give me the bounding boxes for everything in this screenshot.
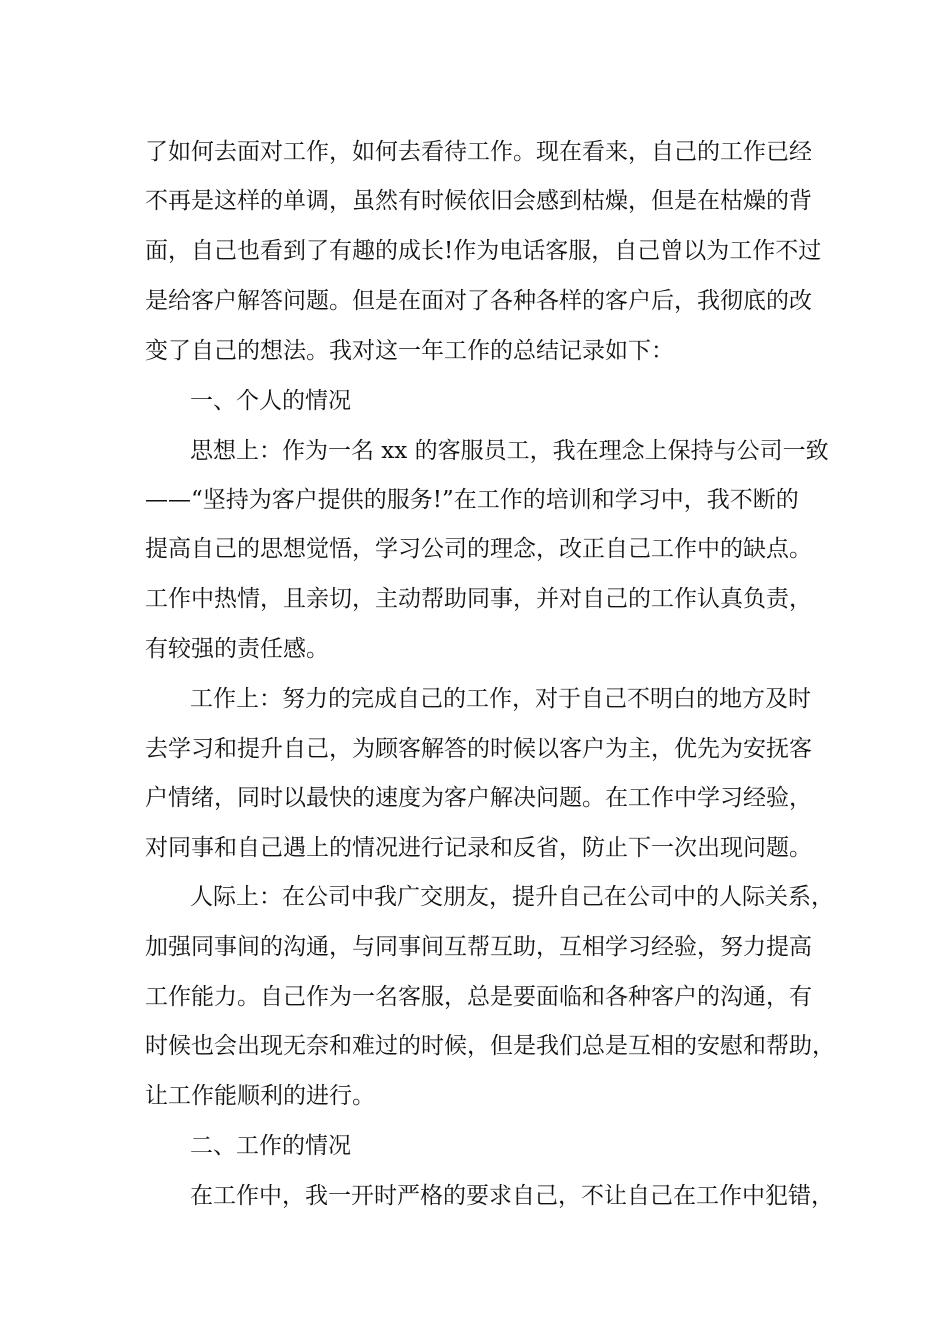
text-line: 对同事和自己遇上的情况进行记录和反省，防止下一次出现问题。 <box>145 835 812 861</box>
section-heading: 一、个人的情况 <box>190 388 351 414</box>
text-line: 是给客户解答问题。但是在面对了各种各样的客户后，我彻底的改 <box>145 288 812 314</box>
text-line: 让工作能顺利的进行。 <box>145 1083 375 1109</box>
text-line: 不再是这样的单调，虽然有时候依旧会感到枯燥，但是在枯燥的背 <box>145 188 812 214</box>
text-line: 了如何去面对工作，如何去看待工作。现在看来，自己的工作已经 <box>145 139 812 165</box>
text-line: 户情绪，同时以最快的速度为客户解决问题。在工作中学习经验， <box>145 785 812 811</box>
text-line: 时候也会出现无奈和难过的时候，但是我们总是互相的安慰和帮助， <box>145 1033 835 1059</box>
text-line: 加强同事间的沟通，与同事间互帮互助，互相学习经验，努力提高 <box>145 934 812 960</box>
text-line: 思想上：作为一名 xx 的客服员工，我在理念上保持与公司一致 <box>190 438 829 464</box>
text-line: 有较强的责任感。 <box>145 636 329 662</box>
section-heading: 二、工作的情况 <box>190 1133 351 1159</box>
text-line: 工作能力。自己作为一名客服，总是要面临和各种客户的沟通，有 <box>145 984 812 1010</box>
text-line: 提高自己的思想觉悟，学习公司的理念，改正自己工作中的缺点。 <box>145 536 812 562</box>
text-line: 面，自己也看到了有趣的成长!作为电话客服，自己曾以为工作不过 <box>145 238 822 264</box>
text-line: 人际上：在公司中我广交朋友，提升自己在公司中的人际关系， <box>190 884 834 910</box>
text-line: 在工作中，我一开时严格的要求自己，不让自己在工作中犯错， <box>190 1183 834 1209</box>
text-line: 工作中热情，且亲切，主动帮助同事，并对自己的工作认真负责， <box>145 586 812 612</box>
text-line: 工作上：努力的完成自己的工作，对于自己不明白的地方及时 <box>190 686 811 712</box>
text-line: ——“坚持为客户提供的服务!”在工作的培训和学习中，我不断的 <box>145 487 799 513</box>
text-line: 去学习和提升自己，为顾客解答的时候以客户为主，优先为安抚客 <box>145 736 812 762</box>
text-line: 变了自己的想法。我对这一年工作的总结记录如下： <box>145 338 674 364</box>
